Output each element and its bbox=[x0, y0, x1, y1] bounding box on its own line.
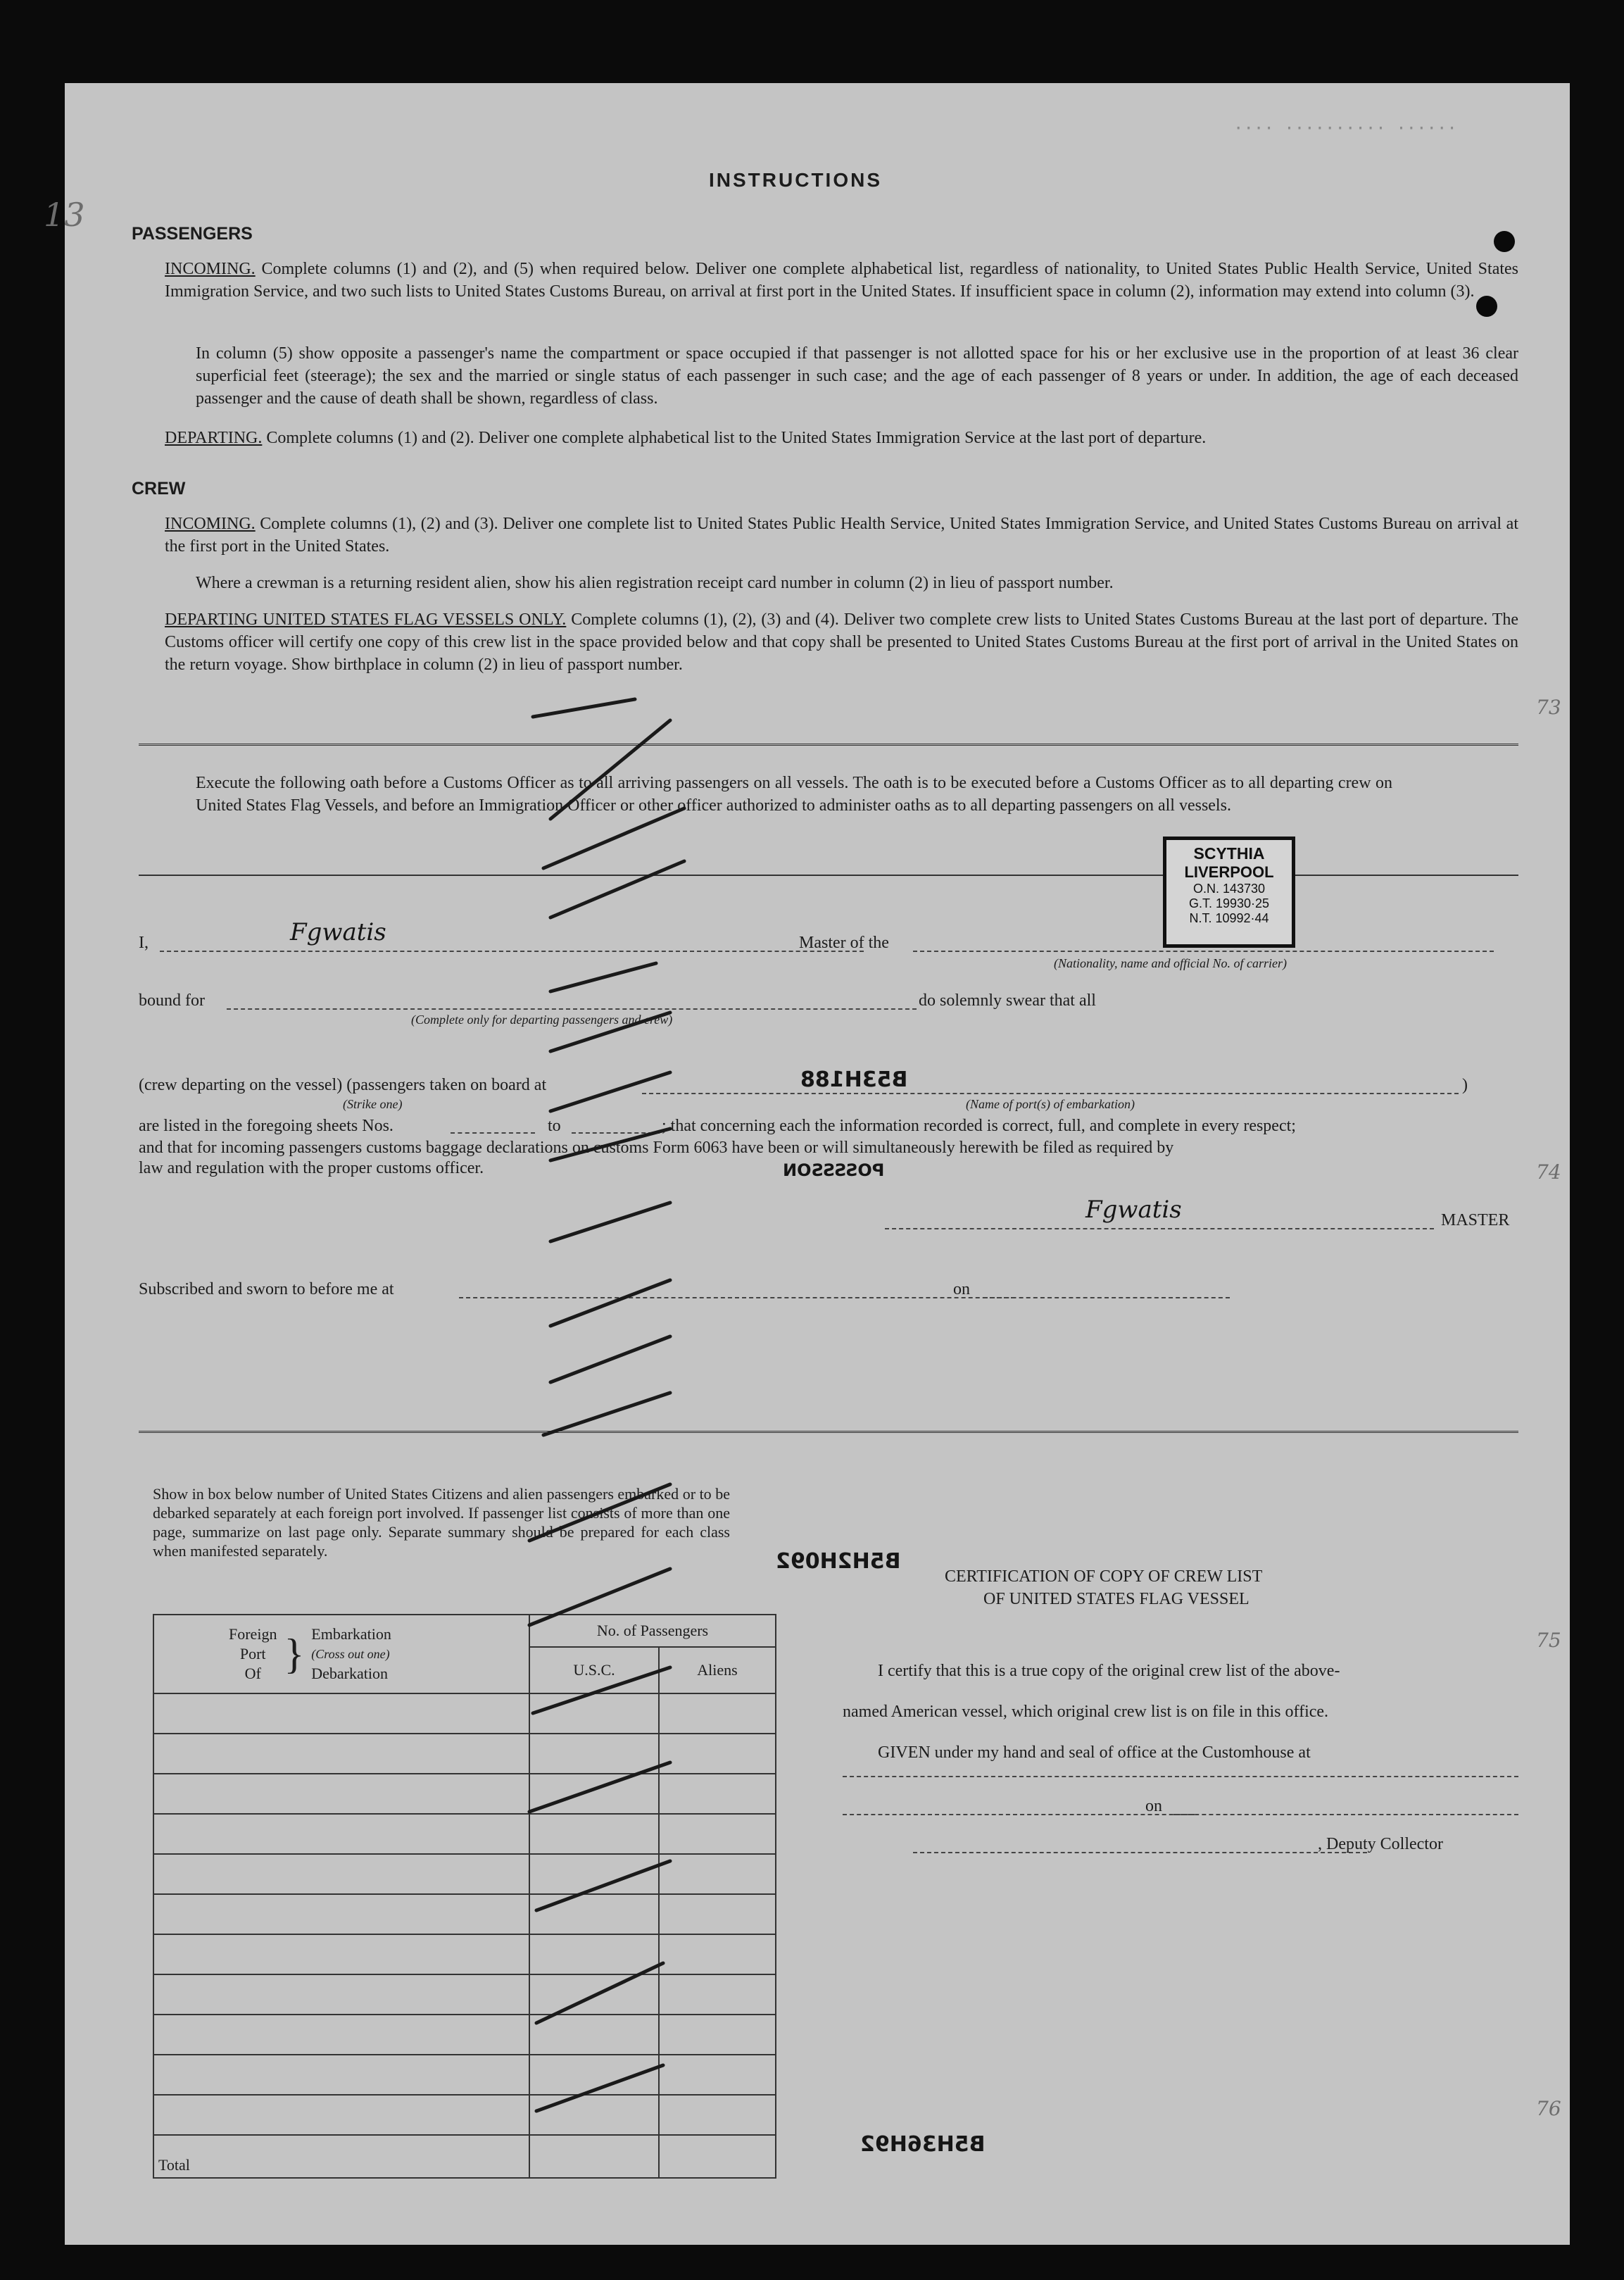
table-row bbox=[153, 1894, 776, 1934]
stamp-gt: G.T. 19930·25 bbox=[1188, 896, 1270, 910]
passengers-departing-label: DEPARTING. bbox=[165, 429, 263, 447]
handwritten-form-stamp: POSSSSON bbox=[783, 1160, 885, 1180]
bound-for-line bbox=[227, 1008, 917, 1010]
complete-note: (Complete only for departing passengers and crew) bbox=[411, 1013, 673, 1027]
certification-text-3: GIVEN under my hand and seal of office at the Customhouse at bbox=[878, 1743, 1311, 1762]
table-row bbox=[153, 2015, 776, 2055]
listed-text-2: ; that concerning each the information recorded is correct, full, and complete in every respect; bbox=[662, 1117, 1296, 1135]
crew-incoming bbox=[165, 513, 1518, 558]
customhouse-line bbox=[843, 1776, 1518, 1777]
stamp-on: O.N. 143730 bbox=[1192, 882, 1266, 896]
usc-header: U.S.C. bbox=[529, 1647, 659, 1693]
nationality-note: (Nationality, name and official No. of carrier) bbox=[1054, 956, 1287, 970]
master-of-label: Master of the bbox=[799, 934, 889, 952]
deputy-collector-label: , Deputy Collector bbox=[1318, 1835, 1443, 1853]
section-divider bbox=[139, 744, 1518, 746]
passengers-incoming-label: INCOMING. bbox=[165, 260, 256, 278]
close-paren: ) bbox=[1462, 1076, 1468, 1094]
deputy-line bbox=[913, 1852, 1367, 1853]
crew-incoming-label: INCOMING. bbox=[165, 515, 256, 533]
table-row bbox=[153, 2095, 776, 2135]
page-title: INSTRUCTIONS bbox=[709, 169, 882, 191]
swear-label: do solemnly swear that all bbox=[919, 991, 1096, 1010]
bleed-through: ···· ·········· ······ bbox=[1233, 118, 1457, 138]
master-signature: Fgwatis bbox=[290, 918, 386, 946]
aliens-header: Aliens bbox=[659, 1647, 776, 1693]
cert-place-line bbox=[843, 1814, 1195, 1815]
handwritten-number-2: B5H2H092 bbox=[776, 1549, 901, 1574]
of-label: Of bbox=[244, 1665, 261, 1682]
passenger-summary-table bbox=[153, 1614, 776, 2179]
table-row bbox=[153, 1814, 776, 1854]
cert-date-line bbox=[1173, 1814, 1518, 1815]
master-label: MASTER bbox=[1441, 1211, 1510, 1229]
table-row bbox=[153, 1774, 776, 1814]
passengers-departing-text: Complete columns (1) and (2). Deliver one complete alphabetical list to the United States Immigration Service at the last port of departure. bbox=[266, 429, 1207, 447]
crew-heading: CREW bbox=[132, 479, 186, 499]
embarkation-note: (Name of port(s) of embarkation) bbox=[966, 1097, 1135, 1111]
debarkation-label: Debarkation bbox=[311, 1665, 388, 1682]
port-label: Port bbox=[239, 1645, 266, 1662]
certification-on: on bbox=[1145, 1797, 1162, 1815]
foreign-label: Foreign bbox=[229, 1625, 277, 1643]
crew-departing-text: Complete columns (1), (2), (3) and (4). Deliver two complete crew lists to United States Customs Bureau at the last port of departure. The Customs officer will certify one copy of this crew list in the space provided below and that copy shall be presented to United States Customs Bureau at the first port of arrival in the United States on the return voyage. Show birthplace in column (2) in lieu of passport number. bbox=[165, 610, 1519, 674]
total-label: Total bbox=[153, 2135, 529, 2178]
crew-departing bbox=[165, 608, 1518, 676]
total-row bbox=[153, 2135, 776, 2178]
stamp-nt: N.T. 10992·44 bbox=[1189, 911, 1269, 925]
oath-divider bbox=[139, 875, 1518, 876]
passengers-incoming-text: Complete columns (1) and (2), and (5) when required below. Deliver one complete alphabetical list, regardless of nationality, to United States Public Health Service, United States Immigration Service, and two such lists to United States Customs Bureau, on arrival at first port in the United States. If insufficient space in column (2), information may extend into column (3). bbox=[165, 260, 1519, 301]
listed-text-4: law and regulation with the proper customs officer. bbox=[139, 1159, 484, 1177]
ship-stamp bbox=[1163, 837, 1295, 948]
no-of-passengers-header: No. of Passengers bbox=[529, 1615, 776, 1647]
box-instructions: Show in box below number of United States Citizens and alien passengers embarked or to be debarked separately at each foreign port involved. If passenger list consists of more than one page, summarize on last page only. Separate summary should be prepared for each class when manifested separately. bbox=[153, 1485, 730, 1560]
certification-title-1: CERTIFICATION OF COPY OF CREW LIST bbox=[945, 1567, 1263, 1586]
handwritten-number-1: B53H188 bbox=[800, 1067, 908, 1092]
table-row bbox=[153, 1734, 776, 1774]
table-row bbox=[153, 1693, 776, 1734]
handwritten-number-3: B5H36H92 bbox=[860, 2132, 986, 2157]
passengers-heading: PASSENGERS bbox=[132, 224, 253, 244]
subscribed-date-line bbox=[983, 1297, 1230, 1298]
vessel-line bbox=[913, 951, 1494, 952]
stamp-port: LIVERPOOL bbox=[1184, 863, 1274, 881]
passengers-column5: In column (5) show opposite a passenger's name the compartment or space occupied if that passenger is not allotted space for his or her exclusive use in the proportion of at least 36 clear superficial feet (steerage); the sex and the married or single status of each passenger in such case; and the age of each passenger of 8 years or under. In addition, the age of each deceased passenger and the cause of death shall be shown, regardless of class. bbox=[196, 344, 1518, 408]
crew-departing-label: DEPARTING UNITED STATES FLAG VESSELS ONLY. bbox=[165, 610, 567, 629]
master-signature-2: Fgwatis bbox=[1085, 1196, 1182, 1224]
listed-label: are listed in the foregoing sheets Nos. bbox=[139, 1117, 394, 1135]
stamp-ship: SCYTHIA bbox=[1193, 844, 1265, 863]
margin-mark: 74 bbox=[1536, 1160, 1561, 1184]
embarkation-line bbox=[642, 1093, 1459, 1094]
crew-departing-label: (crew departing on the vessel) (passengers taken on board at bbox=[139, 1076, 547, 1094]
subscribed-on: on bbox=[953, 1280, 970, 1298]
crew-incoming-text: Complete columns (1), (2) and (3). Deliver one complete list to United States Public Health Service, United States Immigration Service, and United States Customs Bureau on arrival at the first port in the United States. bbox=[165, 515, 1518, 556]
table-row bbox=[153, 1974, 776, 2015]
certification-title-2: OF UNITED STATES FLAG VESSEL bbox=[983, 1590, 1250, 1608]
listed-text-3: and that for incoming passengers customs baggage declarations on customs Form 6063 have been or will simultaneously herewith be filed as required by bbox=[139, 1139, 1174, 1157]
brace-icon: } bbox=[284, 1631, 305, 1677]
oath-end-divider bbox=[139, 1431, 1518, 1433]
listed-to: to bbox=[548, 1117, 561, 1135]
margin-mark: 76 bbox=[1536, 2097, 1561, 2120]
passengers-departing bbox=[165, 427, 1518, 449]
subscribed-place-line bbox=[459, 1297, 1015, 1298]
table-row bbox=[153, 2055, 776, 2095]
sheet-to-line bbox=[572, 1132, 660, 1134]
table-row bbox=[153, 1854, 776, 1894]
oath-intro: Execute the following oath before a Customs Officer as to all arriving passengers on all vessels. The oath is to be executed before a Customs Officer as to all departing crew on United States Flag Vessels, and before an Immigration Officer or other officer authorized to administer oaths as to all departing passengers on all vessels. bbox=[196, 774, 1392, 815]
embarkation-label: Embarkation bbox=[311, 1625, 391, 1643]
margin-mark: 73 bbox=[1536, 696, 1561, 719]
document-page bbox=[44, 83, 1570, 2245]
bound-for-label: bound for bbox=[139, 991, 205, 1010]
margin-mark: 75 bbox=[1536, 1629, 1561, 1652]
oath-i-label: I, bbox=[139, 934, 149, 952]
sheet-from-line bbox=[451, 1132, 535, 1134]
margin-mark: 13 bbox=[44, 196, 85, 234]
master-line bbox=[885, 1228, 1434, 1229]
passengers-incoming bbox=[165, 258, 1518, 303]
table-row bbox=[153, 1934, 776, 1974]
name-line bbox=[160, 951, 864, 952]
subscribed-label: Subscribed and sworn to before me at bbox=[139, 1280, 394, 1298]
certification-text-2: named American vessel, which original crew list is on file in this office. bbox=[843, 1703, 1329, 1721]
crew-crewman-note: Where a crewman is a returning resident alien, show his alien registration receipt card number in column (2) in lieu of passport number. bbox=[196, 574, 1114, 592]
ink-dot bbox=[1494, 231, 1515, 252]
certification-text-1: I certify that this is a true copy of the original crew list of the above- bbox=[878, 1662, 1340, 1680]
cross-out-note: (Cross out one) bbox=[311, 1647, 390, 1661]
strike-one-note: (Strike one) bbox=[343, 1097, 403, 1111]
